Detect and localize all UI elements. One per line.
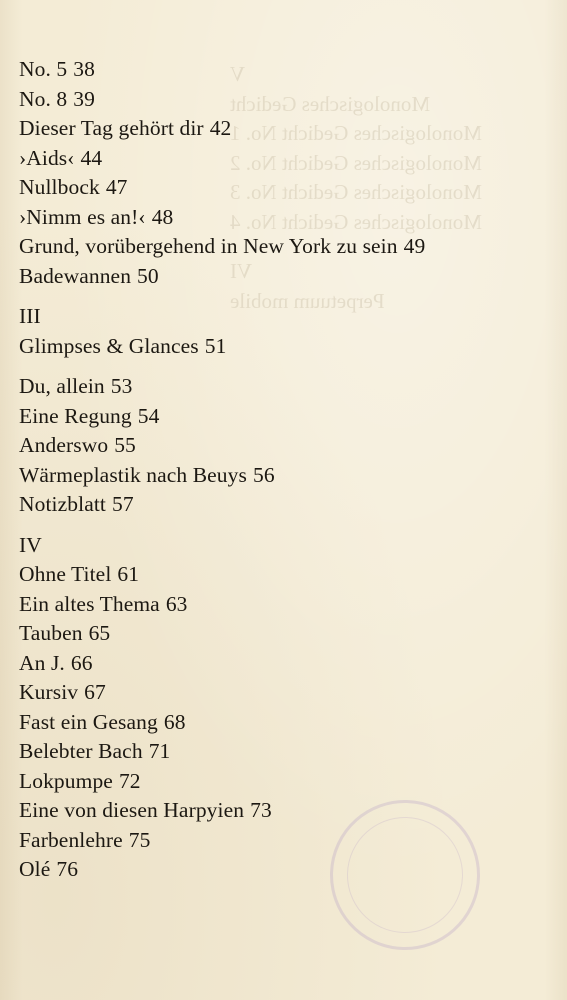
toc-entry [19, 767, 559, 797]
section-heading: III [19, 304, 41, 328]
toc-entry-title: Dieser Tag gehört dir [19, 116, 204, 140]
toc-entry-page: 63 [165, 591, 188, 616]
toc-entry-page: 50 [137, 263, 159, 288]
toc-entry-title: ›Aids‹ [19, 145, 75, 170]
toc-entry-title: Lokpumpe [19, 768, 113, 793]
toc-entry-title: Fast ein Gesang [19, 709, 158, 734]
toc-entry-page: 75 [128, 827, 151, 852]
toc-entry [19, 590, 559, 620]
toc-entry [19, 55, 559, 85]
toc-entry-title: Olé [19, 857, 51, 881]
toc-entry [19, 402, 559, 432]
toc-entry [19, 490, 559, 520]
toc-entry-page: 73 [250, 798, 272, 822]
toc-entry-title: Nullbock [19, 175, 100, 199]
toc-entry-title: An J. [19, 650, 65, 675]
toc-entry [19, 203, 559, 233]
toc-entry-page: 68 [163, 709, 186, 734]
toc-entry [19, 649, 559, 679]
toc-entry [19, 678, 559, 708]
section-heading: IV [19, 532, 42, 557]
toc-entry [19, 708, 559, 738]
toc-entry-page: 55 [114, 433, 136, 457]
toc-entry-title: Ein altes Thema [19, 591, 160, 616]
toc-entry [19, 619, 559, 649]
toc-entry-title: Anderswo [19, 433, 109, 457]
show-through-text: V Monologisches Gedicht Monologisches Gedicht No. 1 Monologisches Gedicht No. 2 Monologisches Gedicht No. 3 Monologisches Gedicht No. 4 VI Perpetuum mobile [230, 62, 482, 313]
toc-entry-page: 54 [137, 403, 160, 428]
toc-entry-title: Glimpses & Glances [19, 333, 199, 358]
toc-entry [19, 85, 559, 115]
toc-entry [19, 144, 559, 174]
toc-entry-page: 38 [73, 57, 95, 81]
toc-entry-title: ›Nimm es an!‹ [19, 204, 146, 229]
toc-entry-page: 76 [56, 857, 79, 881]
toc-entry [19, 114, 559, 144]
toc-entry-title: Belebter Bach [19, 739, 143, 763]
toc-entry-title: Notizblatt [19, 492, 106, 516]
toc-section [19, 55, 559, 291]
toc-entry-title: Tauben [19, 621, 83, 645]
toc-entry [19, 855, 559, 885]
toc-entry-page: 44 [80, 145, 103, 170]
toc-entry [19, 560, 559, 590]
toc-entry-page: 49 [403, 234, 426, 258]
toc-entry-page: 47 [105, 175, 128, 199]
toc-entry-title: Ohne Titel [19, 562, 112, 586]
toc-entry-title: No. 5 [19, 57, 68, 81]
toc-entry-title: Du, allein [19, 374, 105, 398]
toc-entry-title: Grund, vorübergehend in New York zu sein [19, 234, 398, 258]
toc-entry-page: 66 [70, 650, 93, 675]
toc-entry-page: 53 [110, 374, 133, 398]
toc-entry [19, 796, 559, 826]
toc-entry [19, 262, 559, 292]
toc-entry [19, 372, 559, 402]
toc-entry-title: Eine Regung [19, 403, 132, 428]
toc-entry-page: 57 [111, 492, 134, 516]
toc-entry-title: Farbenlehre [19, 827, 123, 852]
toc-entry-title: Wärmeplastik nach Beuys [19, 462, 247, 487]
toc-entry [19, 431, 559, 461]
toc-entry-page: 67 [84, 680, 106, 704]
toc-entry [19, 232, 559, 262]
toc-entry-title: Kursiv [19, 680, 79, 704]
toc-entry-page: 48 [151, 204, 174, 229]
toc-entry [19, 737, 559, 767]
toc-entry-title: Eine von diesen Harpyien [19, 798, 245, 822]
toc-entry-page: 42 [209, 116, 232, 140]
toc-entry-title: Badewannen [19, 263, 132, 288]
toc-entry-page: 61 [117, 562, 140, 586]
toc-entry [19, 332, 559, 362]
toc-entry-page: 51 [204, 333, 227, 358]
toc-section [19, 302, 559, 361]
toc-entry [19, 461, 559, 491]
toc-section [19, 372, 559, 520]
toc-entry-page: 65 [88, 621, 111, 645]
toc-entry-page: 39 [73, 86, 95, 111]
toc-entry-page: 56 [252, 462, 275, 487]
toc-entry-page: 71 [148, 739, 171, 763]
toc-entry-title: No. 8 [19, 86, 68, 111]
toc-entry-page: 72 [118, 768, 141, 793]
table-of-contents [19, 55, 559, 885]
toc-entry [19, 173, 559, 203]
toc-section [19, 531, 559, 885]
toc-entry [19, 826, 559, 856]
